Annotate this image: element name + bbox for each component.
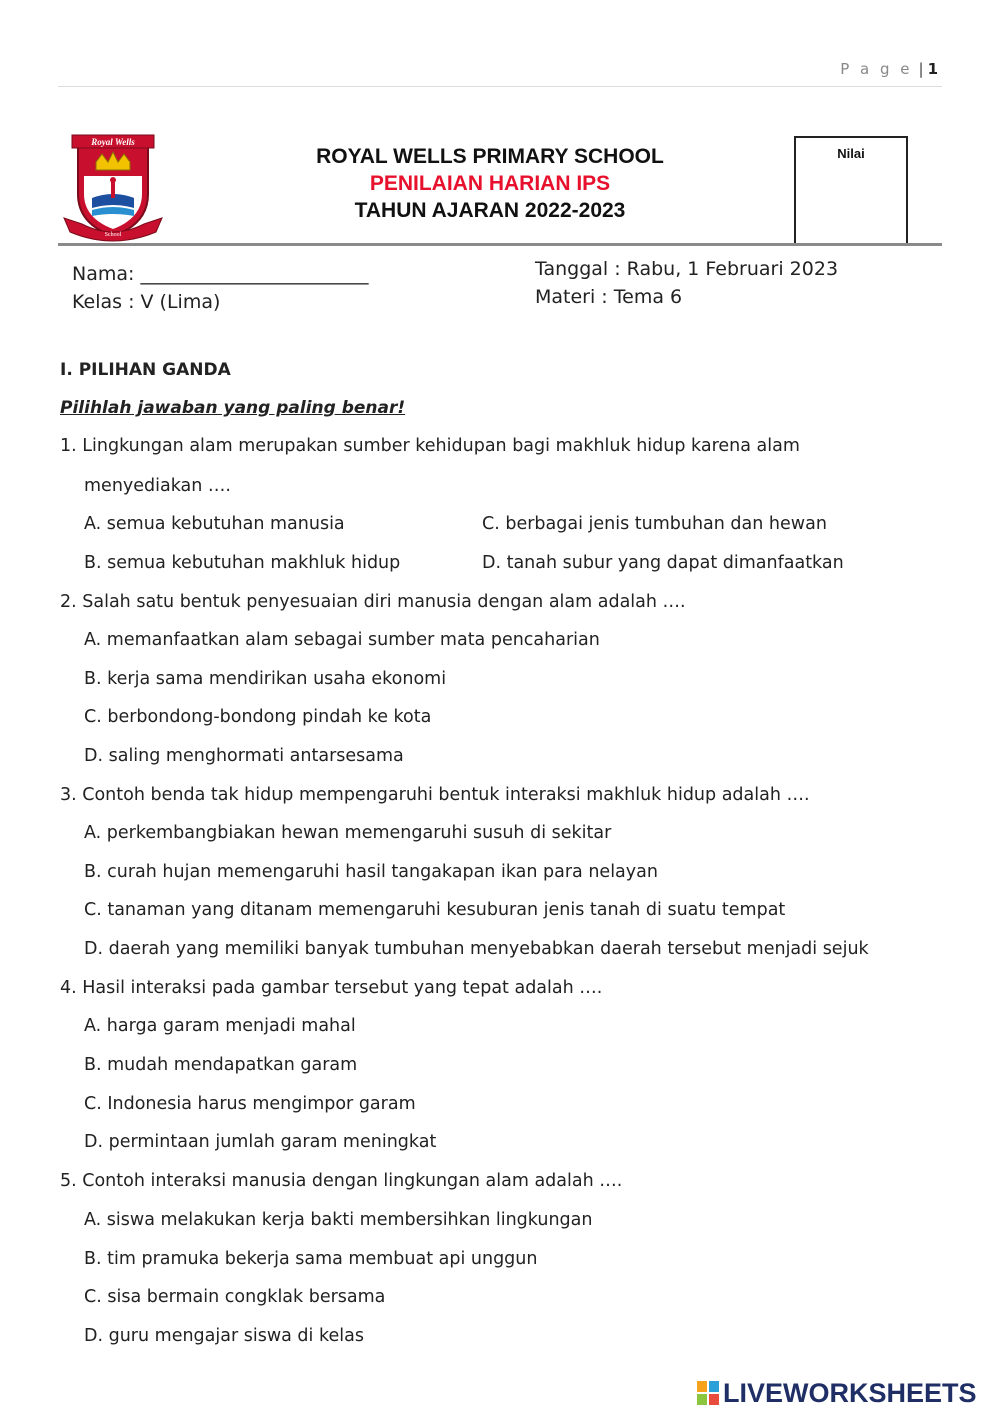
question-5-option-b: B. tim pramuka bekerja sama membuat api unggun <box>84 1249 538 1269</box>
score-box <box>794 136 908 246</box>
exam-date: Tanggal : Rabu, 1 Februari 2023 <box>535 258 839 280</box>
question-1-option-c: C. berbagai jenis tumbuhan dan hewan <box>482 514 827 534</box>
question-3-option-d: D. daerah yang memiliki banyak tumbuhan menyebabkan daerah tersebut menjadi sejuk <box>84 939 869 959</box>
question-5-option-d: D. guru mengajar siswa di kelas <box>84 1326 364 1346</box>
header-divider <box>58 86 942 87</box>
question-1: 1. Lingkungan alam merupakan sumber kehidupan bagi makhluk hidup karena alam <box>60 436 800 456</box>
question-1-option-a: A. semua kebutuhan manusia <box>84 514 345 534</box>
question-2-option-a: A. memanfaatkan alam sebagai sumber mata pencaharian <box>84 630 600 650</box>
logo-banner-text: Royal Wells <box>91 137 135 147</box>
section-instruction: Pilihlah jawaban yang paling benar! <box>60 398 406 418</box>
liveworksheets-brand: LIVEWORKSHEETS <box>723 1377 977 1408</box>
question-1-option-d: D. tanah subur yang dapat dimanfaatkan <box>482 553 844 573</box>
question-1-option-b: B. semua kebutuhan makhluk hidup <box>84 553 401 573</box>
question-3: 3. Contoh benda tak hidup mempengaruhi bentuk interaksi makhluk hidup adalah …. <box>60 785 810 805</box>
header-rule <box>58 243 942 246</box>
page-separator: | <box>918 60 924 78</box>
question-4-option-c: C. Indonesia harus mengimpor garam <box>84 1094 416 1114</box>
logo-ribbon-text: School <box>104 232 122 238</box>
question-4-option-b: B. mudah mendapatkan garam <box>84 1055 358 1075</box>
page-number-value: 1 <box>927 60 938 78</box>
question-1-continuation: menyediakan …. <box>84 476 231 496</box>
question-4-option-a: A. harga garam menjadi mahal <box>84 1016 356 1036</box>
section-title: I. PILIHAN GANDA <box>60 360 231 380</box>
student-name-field: Nama: ________________________ <box>72 263 369 285</box>
liveworksheets-logo <box>697 1378 977 1408</box>
question-2-option-b: B. kerja sama mendirikan usaha ekonomi <box>84 669 447 689</box>
question-5: 5. Contoh interaksi manusia dengan lingkungan alam adalah …. <box>60 1171 623 1191</box>
page-label: P a g e <box>840 60 913 78</box>
assessment-title: PENILAIAN HARIAN IPS <box>369 172 611 195</box>
school-name: ROYAL WELLS PRIMARY SCHOOL <box>316 145 664 168</box>
question-5-option-c: C. sisa bermain congklak bersama <box>84 1287 386 1307</box>
question-2: 2. Salah satu bentuk penyesuaian diri manusia dengan alam adalah …. <box>60 592 686 612</box>
question-4-option-d: D. permintaan jumlah garam meningkat <box>84 1132 437 1152</box>
liveworksheets-icon <box>697 1381 719 1405</box>
question-3-option-a: A. perkembangbiakan hewan memengaruhi susuh di sekitar <box>84 823 612 843</box>
school-year: TAHUN AJARAN 2022-2023 <box>354 199 626 222</box>
question-4: 4. Hasil interaksi pada gambar tersebut yang tepat adalah …. <box>60 978 603 998</box>
question-5-option-a: A. siswa melakukan kerja bakti membersihkan lingkungan <box>84 1210 593 1230</box>
score-label: Nilai <box>837 146 865 161</box>
question-2-option-c: C. berbondong-bondong pindah ke kota <box>84 707 432 727</box>
question-3-option-c: C. tanaman yang ditanam memengaruhi kesuburan jenis tanah di suatu tempat <box>84 900 786 920</box>
page-number <box>840 60 938 78</box>
question-2-option-d: D. saling menghormati antarsesama <box>84 746 404 766</box>
question-3-option-b: B. curah hujan memengaruhi hasil tangakapan ikan para nelayan <box>84 862 658 882</box>
student-class: Kelas : V (Lima) <box>72 291 221 313</box>
exam-material: Materi : Tema 6 <box>535 286 683 308</box>
